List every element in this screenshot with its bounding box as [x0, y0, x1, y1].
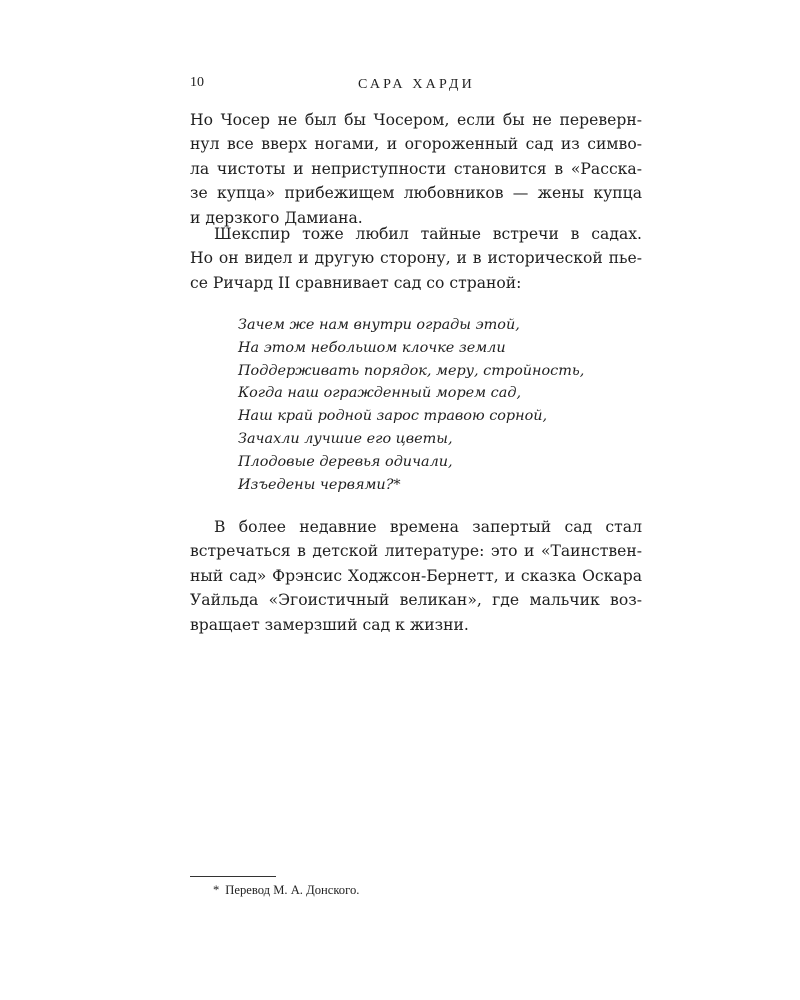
- poem-line: Поддерживать порядок, меру, стройность,: [238, 362, 585, 379]
- paragraph-childrens-literature: [190, 515, 642, 637]
- footnote-text: Перевод М. А. Донского.: [225, 883, 360, 897]
- poem-line: На этом небольшом клочке земли: [238, 339, 506, 356]
- text-line: встречаться в детской литературе: это и «Таинствен-: [190, 542, 642, 561]
- text-line: вращает замерзший сад к жизни.: [190, 615, 469, 634]
- poem-line: Зачахли лучшие его цветы,: [238, 430, 453, 447]
- text-line: Но Чосер не был бы Чосером, если бы не переверн-: [190, 111, 642, 129]
- text-line: Уайльда «Эгоистичный великан», где мальчик воз-: [190, 591, 642, 610]
- paragraph-shakespeare: [190, 222, 642, 295]
- text-line: ный сад» Фрэнсис Ходжсон-Бернетт, и сказка Оскара: [190, 566, 642, 585]
- poem-line: Плодовые деревья одичали,: [238, 453, 453, 470]
- poem-line: Наш край родной зарос травою сорной,: [238, 408, 548, 425]
- text-line: зе купца» прибежищем любовников — жены купца: [190, 184, 642, 203]
- footnote-divider: [190, 876, 276, 877]
- text-line: ла чистоты и неприступности становится в «Расска-: [190, 159, 642, 178]
- poem-quote: [238, 314, 584, 496]
- footnote: [213, 883, 359, 898]
- running-head: САРА ХАРДИ: [358, 77, 475, 92]
- poem-line: Зачем же нам внутри ограды этой,: [238, 317, 520, 333]
- text-line: Шекспир тоже любил тайные встречи в садах.: [214, 225, 642, 243]
- text-line: В более недавние времена запертый сад стал: [214, 518, 642, 536]
- text-line: нул все вверх ногами, и огороженный сад из симво-: [190, 135, 642, 154]
- text-line: се Ричард II сравнивает сад со страной:: [190, 273, 522, 292]
- paragraph-chaucer: [190, 108, 642, 230]
- poem-line: Изъедены червями?*: [238, 476, 401, 493]
- text-line: и дерзкого Дамиана.: [190, 208, 363, 227]
- poem-line: Когда наш огражденный морем сад,: [238, 385, 522, 402]
- page-number: 10: [190, 75, 204, 90]
- text-line: Но он видел и другую сторону, и в исторической пье-: [190, 249, 642, 268]
- footnote-mark: *: [213, 883, 220, 897]
